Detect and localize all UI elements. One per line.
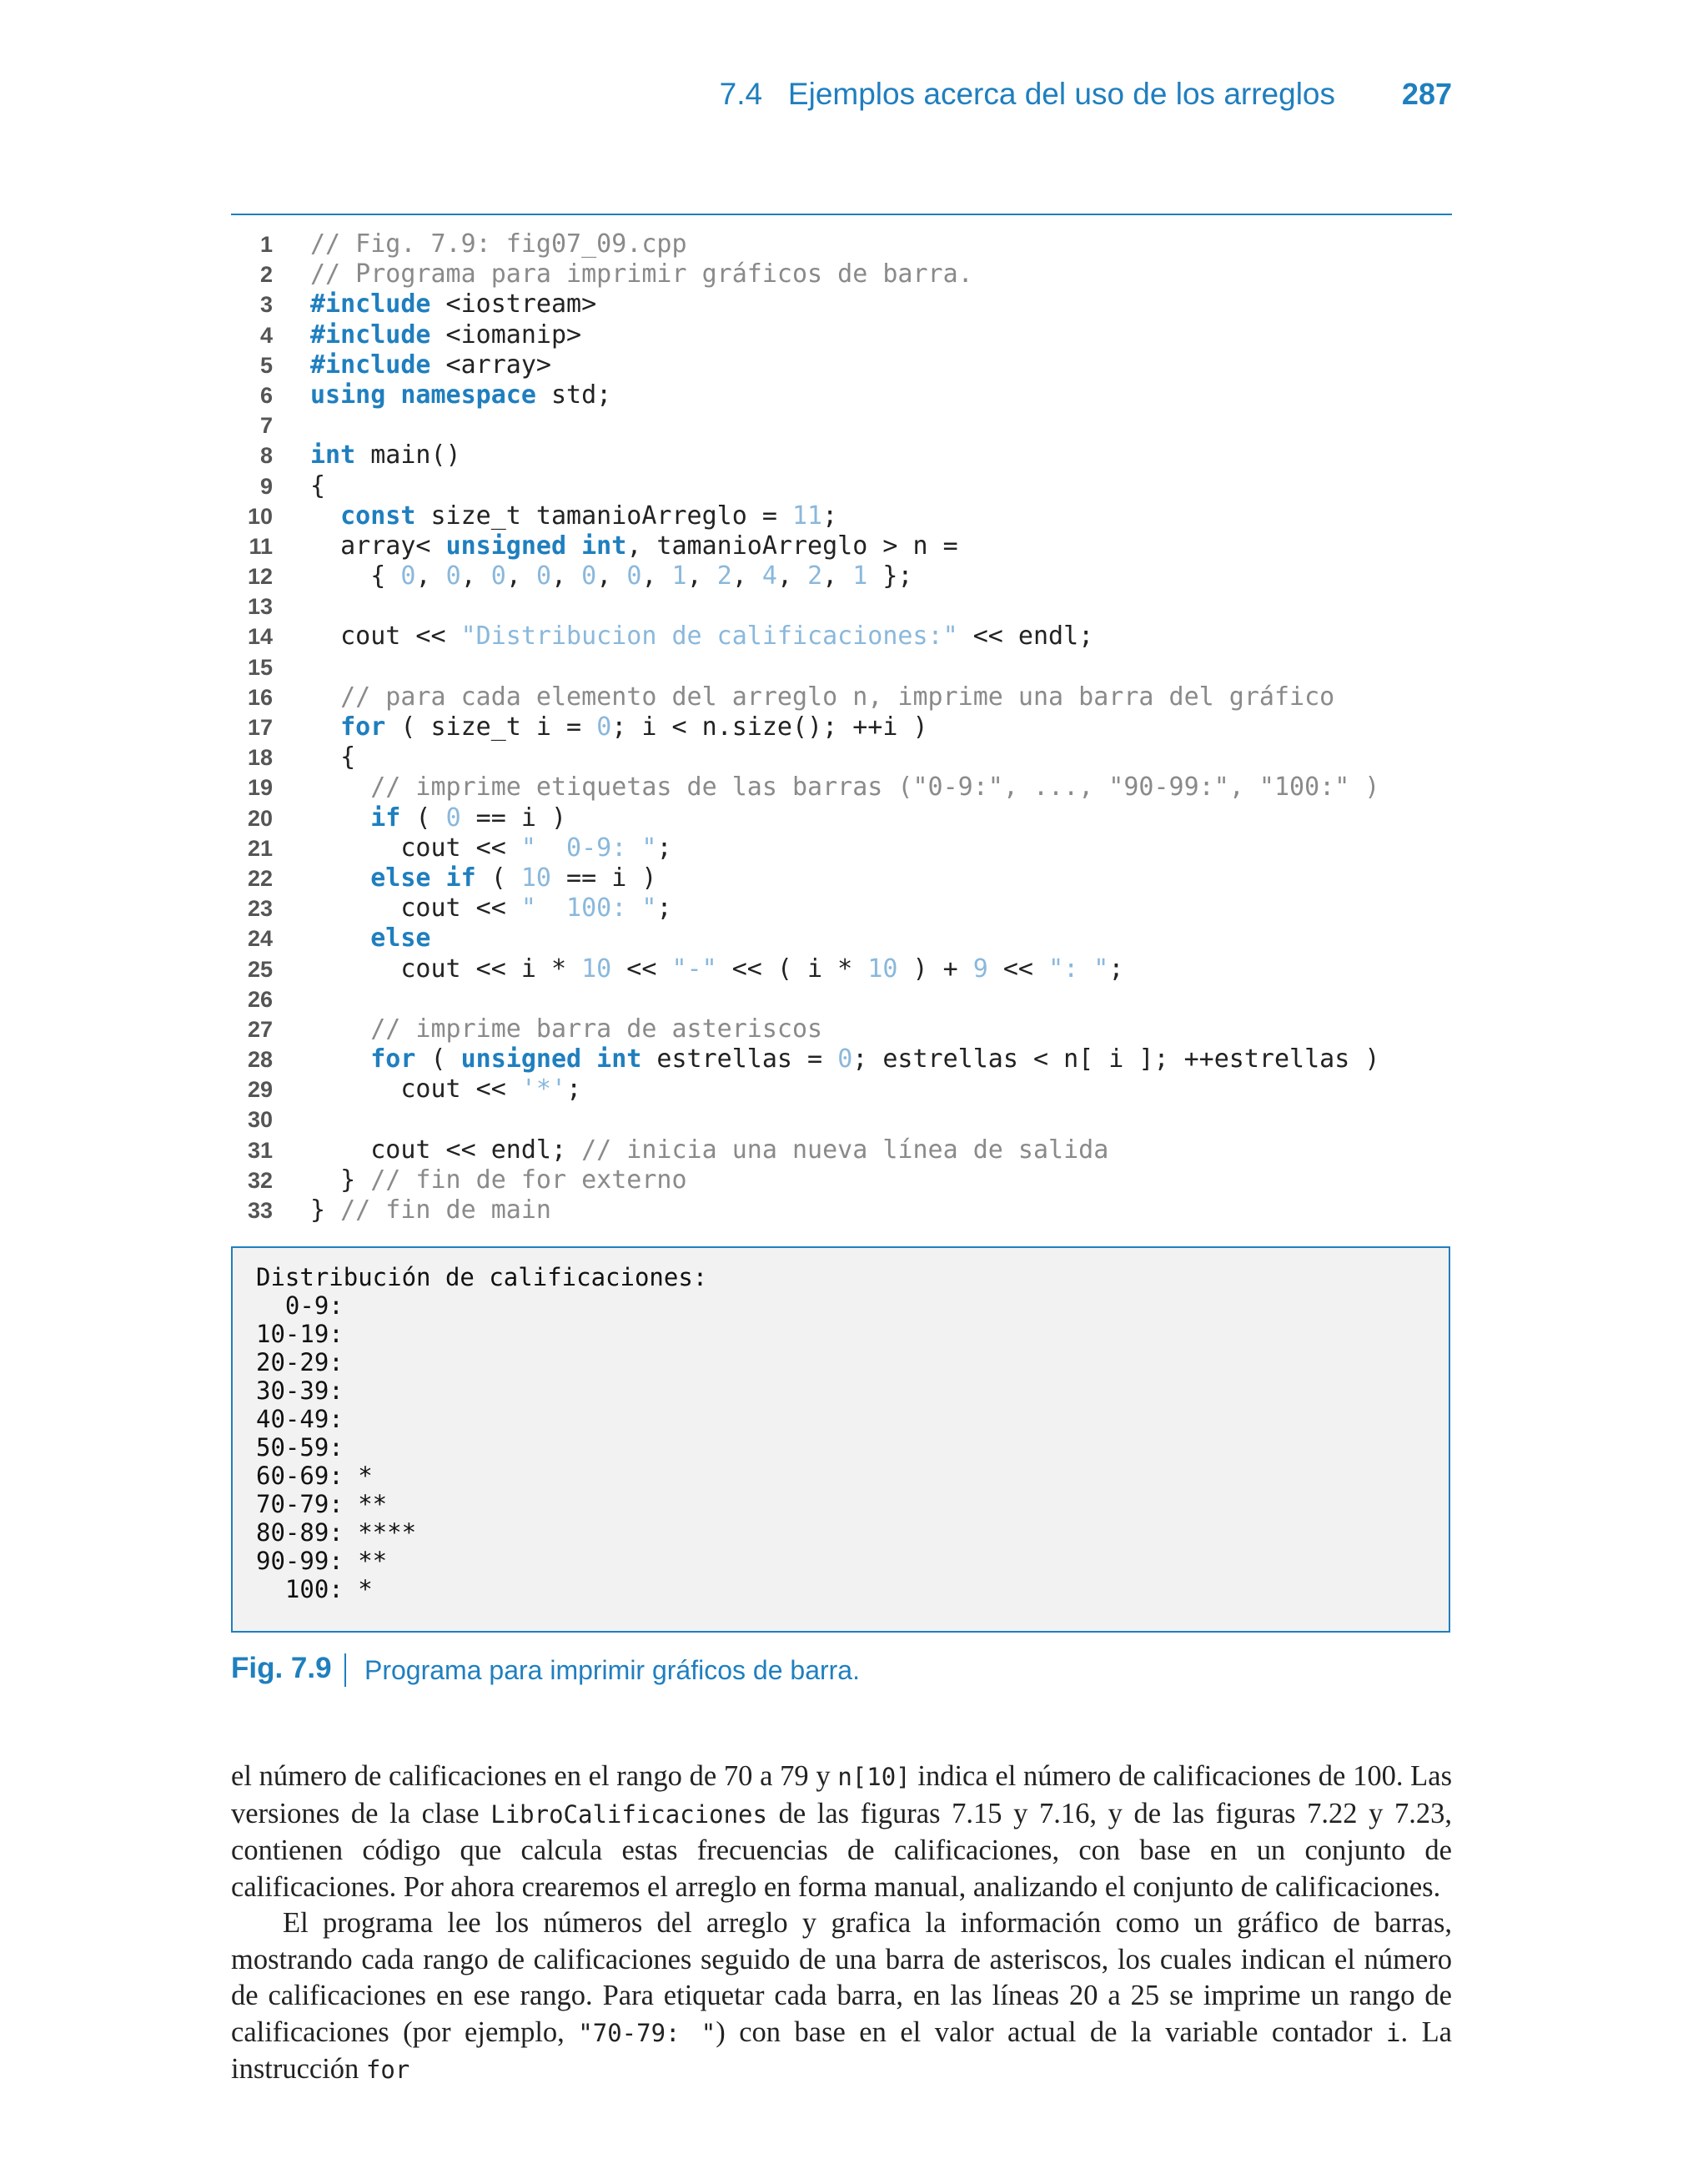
line-number: 1 bbox=[259, 232, 273, 257]
header-rule bbox=[231, 214, 1452, 215]
code-number: 0 bbox=[581, 561, 597, 591]
code-keyword: else bbox=[370, 923, 431, 954]
code-comment: // inicia una nueva línea de salida bbox=[581, 1135, 1109, 1165]
code-keyword: int bbox=[310, 440, 356, 471]
code-comment: // para cada elemento del arreglo n, imprime una barra del gráfico bbox=[340, 682, 1335, 712]
line-number: 7 bbox=[259, 413, 273, 439]
code-number: 0 bbox=[445, 803, 461, 833]
code-number: 0 bbox=[535, 561, 551, 591]
code-number: 10 bbox=[520, 863, 551, 893]
code-line bbox=[231, 984, 1452, 1014]
code-line bbox=[231, 229, 1452, 259]
inline-code: "70-79: " bbox=[578, 2018, 716, 2047]
code-line: 4 #include <iomanip> bbox=[231, 320, 1452, 350]
code-line: 29 cout << '*'; bbox=[231, 1074, 1452, 1105]
code-string: ": " bbox=[1048, 954, 1109, 984]
line-number: 30 bbox=[247, 1107, 273, 1133]
line-number: 8 bbox=[259, 443, 273, 469]
code-comment: // imprime barra de asteriscos bbox=[370, 1014, 823, 1044]
code-line: 6 using namespace std; bbox=[231, 380, 1452, 410]
code-line bbox=[231, 682, 1452, 712]
code-line bbox=[231, 652, 1452, 682]
code-number: 1 bbox=[671, 561, 687, 591]
output-line: 100: * bbox=[256, 1575, 373, 1603]
code-line: 17 for ( size_t i = 0; i < n.size(); ++i ) bbox=[231, 712, 1452, 742]
output-line: 30-39: bbox=[256, 1376, 344, 1405]
code-line: 10 const size_t tamanioArreglo = 11; bbox=[231, 501, 1452, 531]
code-keyword: unsigned int bbox=[445, 531, 627, 561]
code-line bbox=[231, 1105, 1452, 1135]
code-comment: // Fig. 7.9: fig07_09.cpp bbox=[310, 229, 687, 259]
code-number: 2 bbox=[716, 561, 732, 591]
code-number: 10 bbox=[867, 954, 898, 984]
code-line bbox=[231, 410, 1452, 440]
output-line: 20-29: bbox=[256, 1348, 344, 1376]
output-line: 70-79: ** bbox=[256, 1490, 388, 1518]
code-comment: // Programa para imprimir gráficos de barra. bbox=[310, 259, 973, 289]
inline-code: i bbox=[1386, 2018, 1401, 2047]
output-lines bbox=[256, 1263, 707, 1603]
figure-label: Fig. 7.9 bbox=[231, 1652, 332, 1684]
code-line bbox=[231, 772, 1452, 803]
code-line: 22 else if ( 10 == i ) bbox=[231, 863, 1452, 893]
code-keyword: #include bbox=[310, 320, 431, 350]
output-line: Distribución de calificaciones: bbox=[256, 1263, 708, 1291]
running-header bbox=[231, 77, 1452, 127]
code-line: 3 #include <iostream> bbox=[231, 289, 1452, 320]
code-number: 0 bbox=[445, 561, 461, 591]
line-number: 17 bbox=[247, 715, 273, 740]
line-number: 26 bbox=[247, 986, 273, 1012]
line-number: 21 bbox=[247, 835, 273, 861]
line-number: 15 bbox=[247, 654, 273, 680]
code-keyword: unsigned int bbox=[460, 1044, 642, 1074]
line-number: 5 bbox=[259, 352, 273, 378]
output-line: 50-59: bbox=[256, 1433, 344, 1462]
code-keyword: if bbox=[370, 803, 401, 833]
code-number: 4 bbox=[761, 561, 777, 591]
code-keyword: for bbox=[340, 712, 386, 742]
code-keyword: using namespace bbox=[310, 380, 536, 410]
line-number: 3 bbox=[259, 292, 273, 318]
code-line bbox=[231, 923, 1452, 954]
code-number: 11 bbox=[791, 501, 823, 531]
inline-code: for bbox=[365, 2056, 410, 2084]
line-number: 23 bbox=[247, 896, 273, 922]
body-text bbox=[231, 1759, 1452, 2089]
code-number: 10 bbox=[581, 954, 612, 984]
code-line: 28 for ( unsigned int estrellas = 0; estrellas < n[ i ]; ++estrellas ) bbox=[231, 1044, 1452, 1074]
code-line: 21 cout << " 0-9: "; bbox=[231, 833, 1452, 863]
inline-code: n[10] bbox=[837, 1763, 911, 1791]
code-number: 1 bbox=[852, 561, 868, 591]
code-line: 25 cout << i * 10 << "-" << ( i * 10 ) + 9 << ": "; bbox=[231, 954, 1452, 984]
code-comment: // imprime etiquetas de las barras ("0-9:", ..., "90-99:", "100:" ) bbox=[370, 772, 1380, 803]
line-number: 2 bbox=[259, 262, 273, 288]
line-number: 12 bbox=[247, 564, 273, 590]
output-line: 0-9: bbox=[256, 1291, 344, 1320]
inline-code: LibroCalificaciones bbox=[490, 1799, 767, 1829]
code-line bbox=[231, 259, 1452, 289]
output-line: 40-49: bbox=[256, 1405, 344, 1433]
paragraph: el número de calificaciones en el rango de 70 a 79 y n[10] indica el número de calificaciones de 100. Las versiones de la clase LibroCalificaciones de las figuras 7.15 y 7.16, y de las figuras 7.22 y 7.23, contienen código que calcula estas frecuencias de calificaciones, con base en un conjunto de calificaciones. Por ahora crearemos el arreglo en forma manual, analizando el conjunto de calificaciones. bbox=[231, 1760, 1452, 1903]
code-line: 11 array< unsigned int, tamanioArreglo > n = bbox=[231, 531, 1452, 561]
code-string: " 0-9: " bbox=[520, 833, 657, 863]
line-number: 18 bbox=[247, 745, 273, 771]
caption-divider bbox=[344, 1653, 346, 1687]
code-line bbox=[231, 1014, 1452, 1044]
output-line: 80-89: **** bbox=[256, 1518, 417, 1547]
code-number: 2 bbox=[807, 561, 823, 591]
line-number: 19 bbox=[247, 775, 273, 801]
code-listing bbox=[231, 229, 1452, 1225]
line-number: 31 bbox=[247, 1137, 273, 1163]
program-output-box bbox=[231, 1246, 1450, 1633]
code-line: 32 } // fin de for externo bbox=[231, 1165, 1452, 1195]
code-number: 0 bbox=[626, 561, 642, 591]
code-line: 31 cout << endl; // inicia una nueva línea de salida bbox=[231, 1135, 1452, 1165]
line-number: 14 bbox=[247, 624, 273, 650]
line-number: 27 bbox=[247, 1016, 273, 1042]
line-number: 10 bbox=[247, 503, 273, 529]
code-keyword: #include bbox=[310, 350, 431, 380]
code-line: 5 #include <array> bbox=[231, 350, 1452, 380]
code-number: 0 bbox=[490, 561, 506, 591]
code-line: 8 int main() bbox=[231, 440, 1452, 471]
code-keyword: else if bbox=[370, 863, 476, 893]
line-number: 28 bbox=[247, 1047, 273, 1073]
code-line: 14 cout << "Distribucion de calificaciones:" << endl; bbox=[231, 621, 1452, 652]
line-number: 33 bbox=[247, 1198, 273, 1223]
code-string: "-" bbox=[671, 954, 717, 984]
line-number: 20 bbox=[247, 805, 273, 831]
code-line: 9 { bbox=[231, 471, 1452, 501]
code-string: " 100: " bbox=[520, 893, 657, 923]
line-number: 22 bbox=[247, 865, 273, 891]
code-number: 0 bbox=[837, 1044, 853, 1074]
code-line: 33 } // fin de main bbox=[231, 1195, 1452, 1225]
code-line: 23 cout << " 100: "; bbox=[231, 893, 1452, 923]
code-keyword: #include bbox=[310, 289, 431, 320]
line-number: 6 bbox=[259, 382, 273, 408]
line-number: 25 bbox=[247, 956, 273, 982]
code-keyword: for bbox=[370, 1044, 416, 1074]
code-comment: // fin de main bbox=[340, 1195, 551, 1225]
line-number: 16 bbox=[247, 684, 273, 710]
code-line: 12 { 0, 0, 0, 0, 0, 0, 1, 2, 4, 2, 1 }; bbox=[231, 561, 1452, 591]
line-number: 29 bbox=[247, 1077, 273, 1103]
code-string: "Distribucion de calificaciones:" bbox=[460, 621, 958, 652]
code-line: 20 if ( 0 == i ) bbox=[231, 803, 1452, 833]
code-number: 9 bbox=[972, 954, 988, 984]
line-number: 13 bbox=[247, 594, 273, 620]
line-number: 4 bbox=[259, 322, 273, 348]
code-number: 0 bbox=[596, 712, 612, 742]
line-number: 9 bbox=[259, 473, 273, 499]
code-string: '*' bbox=[520, 1074, 567, 1105]
code-line: 18 { bbox=[231, 742, 1452, 772]
output-line: 90-99: ** bbox=[256, 1547, 388, 1575]
line-number: 11 bbox=[249, 533, 273, 559]
line-number: 24 bbox=[247, 926, 273, 952]
page-number: 287 bbox=[1401, 77, 1452, 111]
code-comment: // fin de for externo bbox=[370, 1165, 687, 1195]
figure-caption-text: Programa para imprimir gráficos de barra. bbox=[364, 1655, 860, 1685]
output-line: 10-19: bbox=[256, 1320, 344, 1348]
line-number: 32 bbox=[247, 1167, 273, 1193]
paragraph: El programa lee los números del arreglo y grafica la información como un gráfico de barras, mostrando cada rango de calificaciones seguido de una barra de asteriscos, los cuales indican el número de calificaciones en ese rango. Para etiquetar cada barra, en las líneas 20 a 25 se imprime un rango de calificaciones (por ejemplo, "70-79: ") con base en el valor actual de la variable contador i. La instrucción for bbox=[231, 1907, 1452, 2085]
code-keyword: const bbox=[340, 501, 416, 531]
code-number: 0 bbox=[400, 561, 416, 591]
section-title: 7.4 Ejemplos acerca del uso de los arreglos bbox=[719, 77, 1335, 111]
code-line bbox=[231, 591, 1452, 621]
output-line: 60-69: * bbox=[256, 1462, 373, 1490]
